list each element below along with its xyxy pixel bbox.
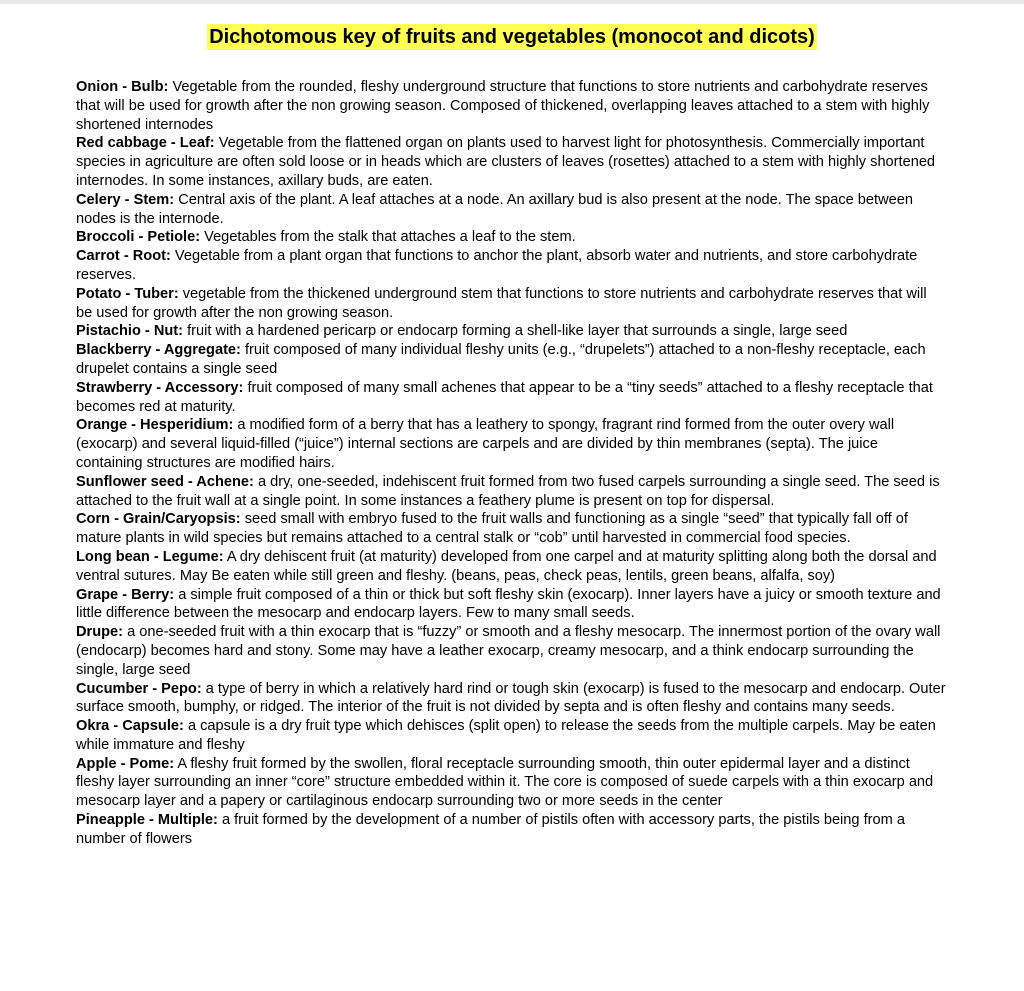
entry-description: a dry, one-seeded, indehiscent fruit formed from two fused carpels surrounding a single seed. The seed is attached to the fruit wall at a single point. In some instances a feathery plume is present on top for dispersal. [76,473,940,509]
key-entry [76,134,946,190]
key-entry [76,755,946,811]
entry-description: Central axis of the plant. A leaf attaches at a node. An axillary bud is also present at the node. The space between nodes is the internode. [76,191,913,227]
document-title: Dichotomous key of fruits and vegetables (monocot and dicots) [209,26,815,48]
key-entry [76,717,946,755]
key-entry [76,623,946,679]
key-entry [76,191,946,229]
entry-description: fruit composed of many individual fleshy units (e.g., “drupelets”) attached to a non-fleshy receptacle, each drupelet contains a single seed [76,342,926,377]
entry-description: a simple fruit composed of a thin or thick but soft fleshy skin (exocarp). Inner layers have a juicy or smooth texture and little difference between the mesocarp and endocarp layers. Few to many small seeds. [76,586,941,622]
entry-term: Orange - Hesperidium: [76,417,234,434]
entry-description: a capsule is a dry fruit type which dehisces (split open) to release the seeds from the multiple carpels. May be eaten while immature and fleshy [76,718,936,753]
entry-description: a modified form of a berry that has a leathery to spongy, fragrant rind formed from the outer overy wall (exocarp) and several liquid-filled (“juice”) internal sections are carpels and are divided by thin membranes (septa). The juice containing structures are modified hairs. [76,417,895,471]
entry-term: Strawberry - Accessory: [76,379,244,396]
key-entry [76,322,946,341]
entry-description: a type of berry in which a relatively hard rind or tough skin (exocarp) is fused to the mesocarp and endocarp. Outer surface smooth, bumphy, or ridged. The interior of the fruit is not divided by septa and is often fleshy and contains many seeds. [76,680,946,716]
entry-term: Blackberry - Aggregate: [76,342,241,359]
page-top-border [0,0,1024,4]
entry-term: Apple - Pome: [76,755,175,772]
entry-description: fruit composed of many small achenes that appear to be a “tiny seeds” attached to a fleshy receptacle that becomes red at maturity. [76,379,933,415]
key-entry [76,680,946,718]
entry-description: Vegetable from the rounded, fleshy underground structure that functions to store nutrients and carbohydrate reserves that will be used for growth after the non growing season. Composed of thickened, overlapping leaves attached to a stem with highly shortened internodes [76,79,930,133]
entry-term: Grape - Berry: [76,586,175,603]
title-wrapper [0,24,1024,50]
entry-term: Carrot - Root: [76,248,171,265]
key-entry [76,285,946,323]
entry-term: Corn - Grain/Caryopsis: [76,511,241,528]
entry-description: vegetable from the thickened underground stem that functions to store nutrients and carbohydrate reserves that will be used for growth after the non growing season. [76,285,927,321]
entry-description: a one-seeded fruit with a thin exocarp that is “fuzzy” or smooth and a fleshy mesocarp. The innermost portion of the ovary wall (endocarp) becomes hard and stony. Some may have a leather exocarp, creamy mesocarp, and a think endocarp surrounding the single, large seed [76,624,941,678]
entry-description: a fruit formed by the development of a number of pistils often with accessory parts, the pistils being from a number of flowers [76,812,905,847]
key-entry [76,586,946,624]
key-entry [76,247,946,285]
entry-term: Okra - Capsule: [76,718,184,735]
entry-term: Potato - Tuber: [76,285,179,302]
entry-term: Broccoli - Petiole: [76,229,201,246]
key-entry [76,416,946,472]
entry-term: Pistachio - Nut: [76,323,184,340]
key-entry [76,379,946,417]
entry-term: Drupe: [76,624,124,641]
entry-description: seed small with embryo fused to the fruit walls and functioning as a single “seed” that typically fall off of mature plants in wild species but remains attached to a central stalk or “cob” until harvested in commercial food species. [76,511,908,547]
key-entry [76,548,946,586]
entry-description: fruit with a hardened pericarp or endocarp forming a shell-like layer that surrounds a single, large seed [187,323,848,340]
entry-description: Vegetable from a plant organ that functions to anchor the plant, absorb water and nutrients, and store carbohydrate reserves. [76,248,918,283]
entry-term: Cucumber - Pepo: [76,680,202,697]
dichotomous-key-list [76,78,946,849]
key-entry [76,510,946,548]
entry-term: Red cabbage - Leaf: [76,135,215,152]
entry-term: Celery - Stem: [76,191,175,208]
entry-description: Vegetable from the flattened organ on plants used to harvest light for photosynthesis. Commercially important species in agriculture are often sold loose or in heads which are clusters of leaves (rosettes) attached to a stem with highly shortened internodes. In some instances, axillary buds, are eaten. [76,135,936,189]
entry-description: Vegetables from the stalk that attaches a leaf to the stem. [204,229,576,246]
key-entry [76,228,946,247]
entry-description: A fleshy fruit formed by the swollen, floral receptacle surrounding smooth, thin outer epidermal layer and a distinct fleshy layer surrounding an inner “core” structure embedded within it. The core is composed of suede carpels with a thin exocarp and mesocarp layer and a papery or cartilaginous endocarp surrounding two or more seeds in the center [76,755,934,810]
key-entry [76,78,946,134]
entry-term: Pineapple - Multiple: [76,812,218,829]
key-entry [76,473,946,511]
entry-term: Onion - Bulb: [76,79,169,95]
entry-term: Sunflower seed - Achene: [76,473,254,490]
key-entry [76,341,946,379]
entry-term: Long bean - Legume: [76,548,224,565]
entry-description: A dry dehiscent fruit (at maturity) developed from one carpel and at maturity splitting along both the dorsal and ventral sutures. May Be eaten while still green and fleshy. (beans, peas, check peas, lentils, green beans, alfalfa, soy) [76,548,937,584]
key-entry [76,811,946,849]
